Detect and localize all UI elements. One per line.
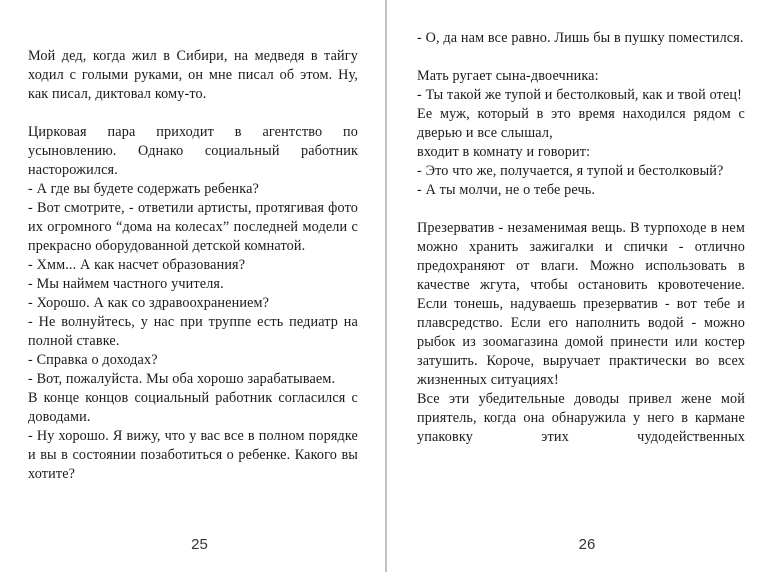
page-text xyxy=(28,47,358,484)
paragraph: В конце концов социальный работник согласился с доводами. xyxy=(28,390,358,425)
page-25 xyxy=(0,0,385,572)
paragraph: Мой дед, когда жил в Сибири, на медведя в тайгу ходил с голыми руками, он мне писал об этом. Ну, как писал, диктовал кому-то. xyxy=(28,48,358,102)
paragraph: - Вот, пожалуйста. Мы оба хорошо зарабатываем. xyxy=(28,371,336,387)
paragraph-gap xyxy=(28,104,358,123)
paragraph: - Хмм... А как насчет образования? xyxy=(28,257,246,273)
paragraph: Мать ругает сына-двоечника: xyxy=(417,68,599,84)
paragraph: - Ты такой же тупой и бестолковый, как и твой отец! xyxy=(417,87,743,103)
paragraph: Ее муж, который в это время находился рядом с дверью и все слышал, xyxy=(417,106,745,141)
paragraph: входит в комнату и говорит: xyxy=(417,144,591,160)
paragraph: - О, да нам все равно. Лишь бы в пушку поместился. xyxy=(417,30,744,46)
paragraph: - Справка о доходах? xyxy=(28,352,158,368)
paragraph: - Вот смотрите, - ответили артисты, протягивая фото их огромного “дома на колесах” последней модели с прекрасно оборудованной детской комнатой. xyxy=(28,200,358,254)
paragraph: Презерватив - незаменимая вещь. В турпоходе в нем можно хранить зажигалки и спички - отлично предохраняют от влаги. Можно использовать в качестве жгута, чтобы остановить кровотечение. Если тонешь, надуваешь презерватив - вот тебе и плавсредство. Если его наполнить водой - можно рыбок из зоомагазина домой принести или костер затушить. Короче, выручает практически во всех жизненных ситуациях! xyxy=(417,220,745,388)
paragraph: - Хорошо. А как со здравоохранением? xyxy=(28,295,270,311)
paragraph: - Не волнуйтесь, у нас при труппе есть педиатр на полной ставке. xyxy=(28,314,358,349)
paragraph: Цирковая пара приходит в агентство по усыновлению. Однако социальный работник насторожился. xyxy=(28,124,358,178)
page-26 xyxy=(387,0,773,572)
paragraph: - Ну хорошо. Я вижу, что у вас все в полном порядке и вы в состоянии позаботиться о ребенке. Какого вы хотите? xyxy=(28,428,358,482)
paragraph: - А ты молчи, не о тебе речь. xyxy=(417,182,596,198)
paragraph-gap xyxy=(417,200,745,219)
paragraph-gap xyxy=(417,48,745,67)
page-number: 26 xyxy=(578,536,596,553)
page-number: 25 xyxy=(191,536,208,553)
paragraph: - Это что же, получается, я тупой и бестолковый? xyxy=(417,163,724,179)
paragraph: - Мы наймем частного учителя. xyxy=(28,276,224,292)
page-text xyxy=(417,29,745,447)
paragraph: Все эти убедительные доводы привел жене мой приятель, когда она обнаружила у него в кармане упаковку этих чудодейственных xyxy=(417,391,745,445)
paragraph: - А где вы будете содержать ребенка? xyxy=(28,181,259,197)
